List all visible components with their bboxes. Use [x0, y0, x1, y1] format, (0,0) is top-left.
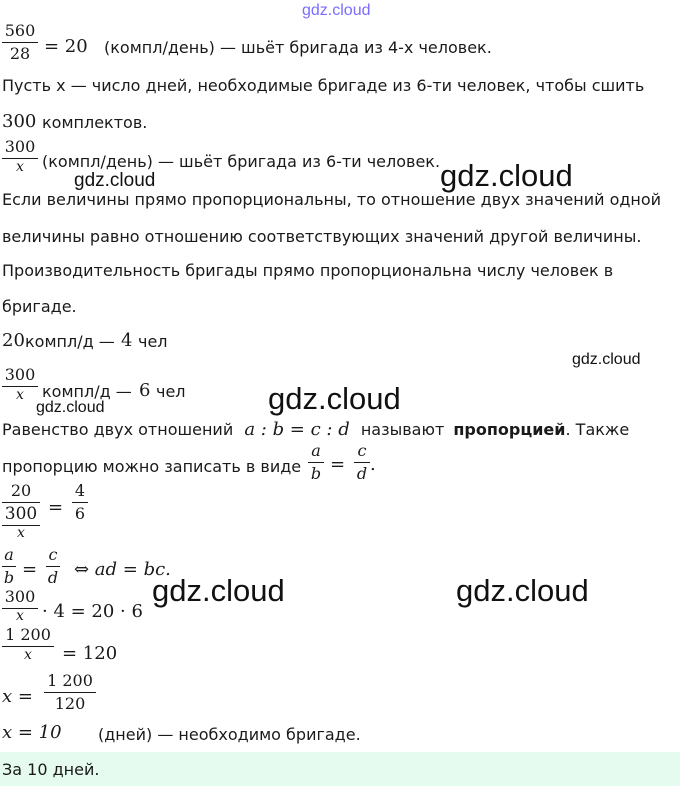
answer-text: За 10 дней. — [2, 760, 100, 779]
unit-label: компл/д — — [42, 382, 132, 401]
eq3-rest: · 4 = 20 · 6 — [42, 601, 143, 622]
watermark: gdz.cloud — [440, 158, 573, 193]
fraction-4-6 — [72, 480, 88, 525]
eq4-rest: = 120 — [62, 643, 118, 664]
cross-product: ⇔ ad = bc. — [74, 559, 171, 580]
denominator: 28 — [9, 44, 31, 63]
para3-post: . Также — [565, 420, 630, 439]
numerator: 300 — [4, 137, 36, 156]
numerator: 560 — [4, 21, 36, 40]
fraction-1200-x — [2, 624, 54, 663]
numerator: 20 — [10, 481, 32, 500]
line4-text: (компл/день) — шьёт бригада из 6-ти человек. — [42, 152, 441, 171]
watermark: gdz.cloud — [268, 381, 401, 416]
inner-numerator: 300 — [4, 504, 38, 524]
para2-line1: Производительность бригады прямо пропорциональна числу человек в — [2, 261, 614, 280]
people-suffix: чел — [156, 382, 186, 401]
fraction-1200-120 — [44, 670, 96, 715]
line1-text: (компл/день) — шьёт бригада из 4-х человек. — [104, 38, 492, 57]
para4-text: пропорцию можно записать в виде — [2, 457, 302, 476]
equals: = — [48, 497, 64, 518]
value-300: 300 — [2, 111, 37, 132]
fraction-c-d — [46, 544, 60, 589]
eq-20: = 20 — [44, 36, 88, 57]
para3-mid: называют — [360, 420, 445, 439]
inner-denominator: x — [17, 525, 25, 541]
watermark: gdz.cloud — [456, 573, 589, 608]
unit-label: компл/д — — [25, 332, 115, 351]
denominator: x — [16, 608, 24, 624]
para1-line2: величины равно отношению соответствующих значений другой величины. — [2, 227, 642, 246]
value-20: 20 — [2, 330, 25, 351]
term-proportion: пропорцией — [453, 420, 566, 439]
line2-text: Пусть x — число дней, необходимые бригаде из 6-ти человек, чтобы сшить — [2, 76, 645, 95]
fraction-300-x — [2, 586, 38, 623]
period: . — [370, 454, 376, 475]
para1-line1: Если величины прямо пропорциональны, то отношение двух значений одной — [2, 190, 662, 209]
numerator: c — [48, 545, 58, 564]
fraction-300-x — [2, 136, 38, 175]
watermark: gdz.cloud — [152, 573, 285, 608]
fraction-560-28 — [2, 20, 38, 65]
denominator: 6 — [74, 504, 86, 523]
equals: = — [330, 454, 346, 475]
para2-line2: бригаде. — [2, 297, 77, 316]
numerator: c — [357, 441, 367, 460]
numerator: a — [311, 441, 321, 460]
denominator: b — [3, 568, 15, 587]
denominator: b — [310, 464, 322, 483]
watermark-top: gdz.cloud — [302, 2, 371, 19]
fraction-a-b — [308, 440, 324, 485]
people-6: 6 — [139, 380, 151, 401]
fraction-a-b — [2, 544, 16, 589]
para3-line — [2, 419, 629, 440]
fraction-300-x — [2, 364, 38, 403]
people-4: 4 — [121, 330, 133, 351]
people-suffix: чел — [138, 332, 168, 351]
equals: = — [22, 559, 38, 580]
eq6-text: (дней) — необходимо бригаде. — [98, 725, 361, 744]
numerator: 300 — [4, 365, 36, 384]
watermark: gdz.cloud — [36, 399, 105, 416]
denominator: 120 — [54, 694, 86, 713]
numerator: a — [4, 545, 14, 564]
para3-pre: Равенство двух отношений — [2, 420, 234, 439]
fraction-c-d — [354, 440, 370, 485]
numerator: 4 — [74, 481, 86, 500]
watermark: gdz.cloud — [572, 351, 641, 368]
numerator: 300 — [4, 587, 36, 606]
complex-fraction-20-over-300x — [2, 480, 40, 540]
numerator: 1 200 — [5, 625, 51, 644]
denominator: x — [16, 159, 24, 175]
x-equals-10: x = 10 — [2, 722, 62, 743]
watermark: gdz.cloud — [74, 170, 156, 191]
denominator: d — [47, 568, 59, 587]
denominator: d — [356, 464, 368, 483]
x-equals: x = — [2, 686, 33, 707]
line3-text: комплектов. — [42, 113, 148, 132]
ratio-expression: a : b = c : d — [244, 419, 350, 440]
denominator: x — [24, 647, 32, 663]
numerator: 1 200 — [47, 671, 93, 690]
answer-box — [0, 752, 680, 786]
denominator: x — [16, 387, 24, 403]
